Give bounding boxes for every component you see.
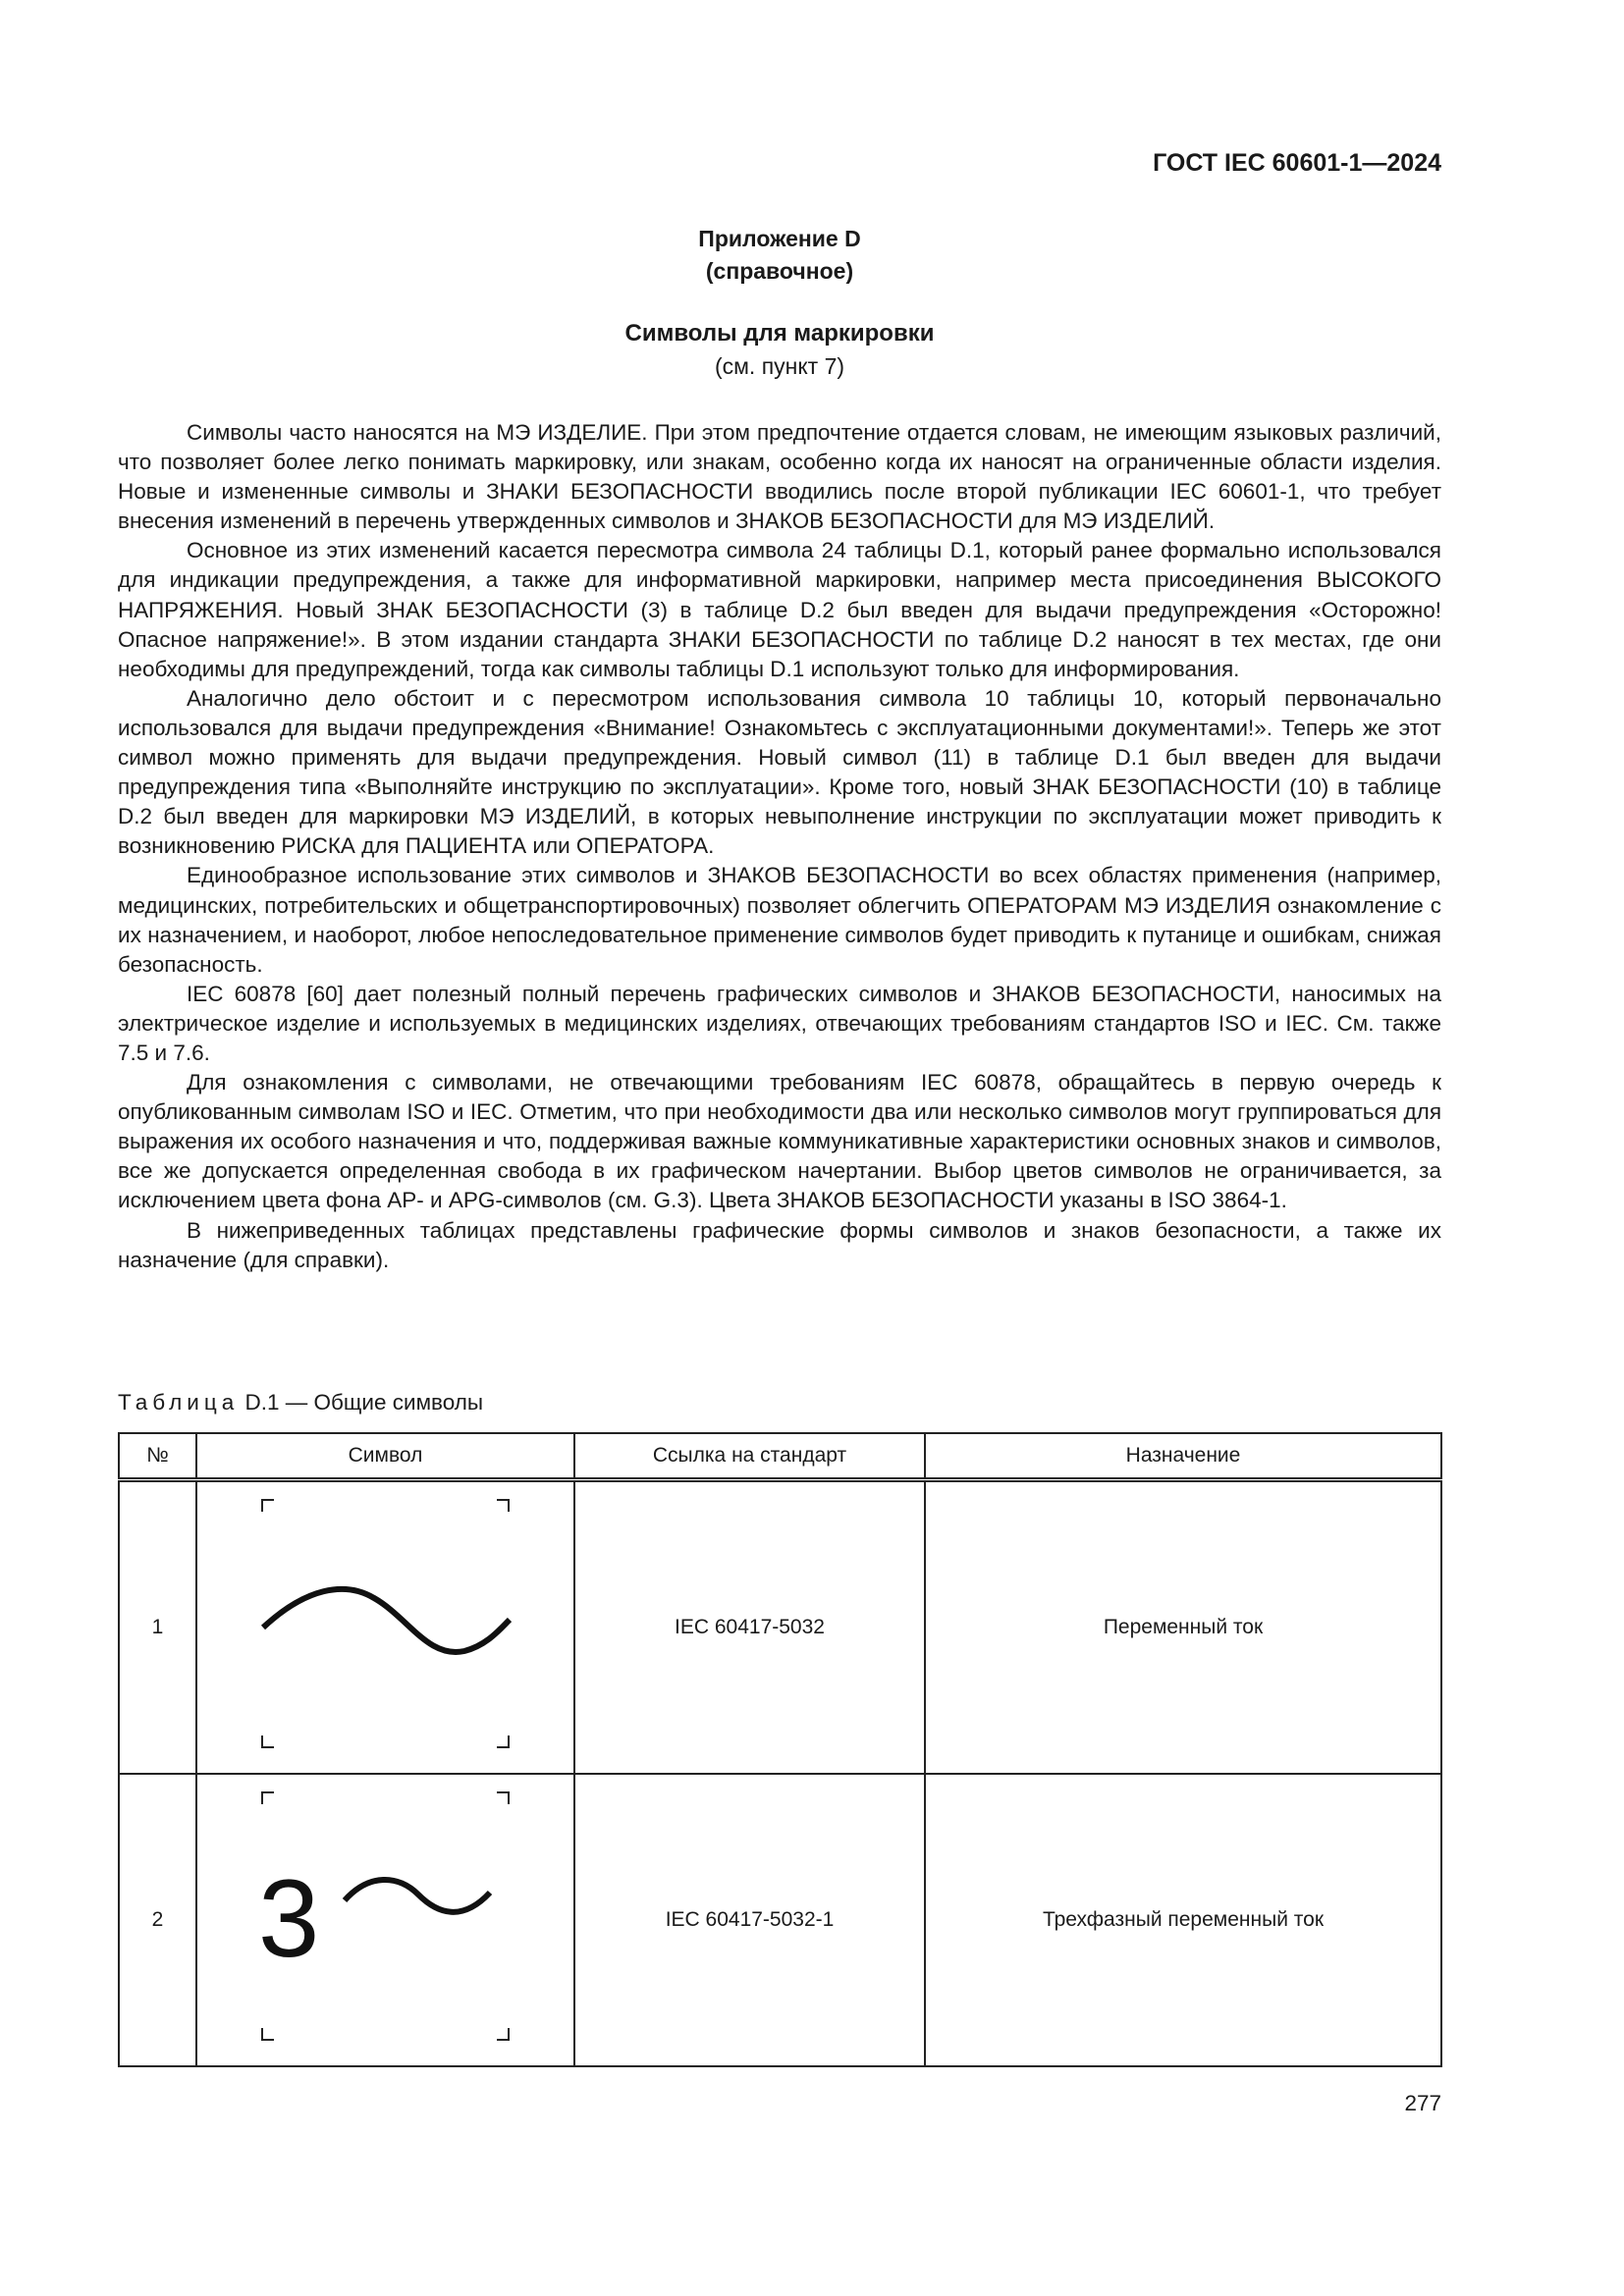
page-number: 277 bbox=[1404, 2091, 1441, 2115]
caption-text: D.1 — Общие символы bbox=[244, 1390, 484, 1415]
symbols-table bbox=[118, 1432, 1442, 2067]
table-row bbox=[119, 1480, 1441, 1775]
row-purpose: Переменный ток bbox=[925, 1480, 1441, 1775]
three-phase-ac-icon bbox=[196, 1774, 574, 2066]
col-symbol: Символ bbox=[196, 1433, 574, 1480]
row-number: 1 bbox=[119, 1480, 196, 1775]
paragraph: Основное из этих изменений касается пересмотра символа 24 таблицы D.1, который ранее формально использовался для индикации предупреждения, а также для информативной маркировки, например места присоединения ВЫСОКОГО НАПРЯЖЕНИЯ. Новый ЗНАК БЕЗОПАСНОСТИ (3) в таблице D.2 был введен для выдачи предупреждения «Осторожно! Опасное напряжение!». В этом издании стандарта ЗНАКИ БЕЗОПАСНОСТИ по таблице D.2 наносят в тех местах, где они необходимы для предупреждений, тогда как символы таблицы D.1 используют только для информирования. bbox=[118, 538, 1441, 681]
table-caption bbox=[118, 1390, 483, 1415]
row-reference: IEC 60417-5032 bbox=[574, 1480, 925, 1775]
annex-heading: Символы для маркировки bbox=[624, 320, 935, 347]
row-reference: IEC 60417-5032-1 bbox=[574, 1774, 925, 2066]
col-reference: Ссылка на стандарт bbox=[574, 1433, 925, 1480]
col-number: № bbox=[119, 1433, 196, 1480]
row-number: 2 bbox=[119, 1774, 196, 2066]
paragraph: Единообразное использование этих символов и ЗНАКОВ БЕЗОПАСНОСТИ во всех областях применения (например, медицинских, потребительских и общетранспортировочных) позволяет облегчить ОПЕРАТОРАМ МЭ ИЗДЕЛИЯ ознакомление с их назначением, и наоборот, любое непоследовательное применение символов будет приводить к путанице и ошибкам, снижая безопасность. bbox=[118, 863, 1441, 977]
paragraph: Аналогично дело обстоит и с пересмотром использования символа 10 таблицы 10, который первоначально использовался для выдачи предупреждения «Внимание! Ознакомьтесь с эксплуатационными документами!». Теперь же этот символ можно применять для выдачи предупреждения. Новый символ (11) в таблице D.1 был введен для выдачи предупреждения типа «Выполняйте инструкцию по эксплуатации». Кроме того, новый ЗНАК БЕЗОПАСНОСТИ (10) в таблице D.2 был введен для маркировки МЭ ИЗДЕЛИЙ, в которых невыполнение инструкции по эксплуатации может приводить к возникновению РИСКА для ПАЦИЕНТА или ОПЕРАТОРА. bbox=[118, 685, 1441, 859]
annex-title: Приложение D bbox=[698, 226, 861, 251]
paragraph: В нижеприведенных таблицах представлены графические формы символов и знаков безопасности, а также их назначение (для справки). bbox=[118, 1217, 1441, 1272]
alternating-current-icon bbox=[196, 1480, 574, 1775]
row-purpose: Трехфазный переменный ток bbox=[925, 1774, 1441, 2066]
paragraph: Для ознакомления с символами, не отвечающими требованиям IEC 60878, обращайтесь в первую очередь к опубликованным символам ISO и IEC. Отметим, что при необходимости два или несколько символов могут группироваться для выражения их особого назначения и что, поддерживая важные коммуникативные характеристики основных знаков и символов, все же допускается определенная свобода в их графическом начертании. Выбор цветов символов не ограничивается, за исключением цвета фона AP- и APG-символов (см. G.3). Цвета ЗНАКОВ БЕЗОПАСНОСТИ указаны в ISO 3864-1. bbox=[118, 1070, 1441, 1213]
table-header-row bbox=[119, 1433, 1441, 1480]
phase-count: 3 bbox=[258, 1857, 320, 1980]
table-row bbox=[119, 1774, 1441, 2066]
caption-label: Таблица bbox=[118, 1390, 240, 1415]
annex-ref: (см. пункт 7) bbox=[714, 353, 845, 379]
paragraph: IEC 60878 [60] дает полезный полный перечень графических символов и ЗНАКОВ БЕЗОПАСНОСТИ, наносимых на электрическое изделие и используемых в медицинских изделиях, отвечающих требованиям стандартов ISO и IEC. См. также 7.5 и 7.6. bbox=[118, 981, 1441, 1065]
annex-kind: (справочное) bbox=[705, 258, 854, 284]
standard-header: ГОСТ IEC 60601-1—2024 bbox=[1153, 149, 1441, 177]
body-text bbox=[118, 418, 1441, 1275]
paragraph: Символы часто наносятся на МЭ ИЗДЕЛИЕ. При этом предпочтение отдается словам, не имеющим языковых различий, что позволяет более легко понимать маркировку, или знакам, особенно когда их наносят на ограниченные области изделия. Новые и измененные символы и ЗНАКИ БЕЗОПАСНОСТИ вводились после второй публикации IEC 60601-1, что требует внесения изменений в перечень утвержденных символов и ЗНАКОВ БЕЗОПАСНОСТИ для МЭ ИЗДЕЛИЙ. bbox=[118, 420, 1441, 534]
col-purpose: Назначение bbox=[925, 1433, 1441, 1480]
